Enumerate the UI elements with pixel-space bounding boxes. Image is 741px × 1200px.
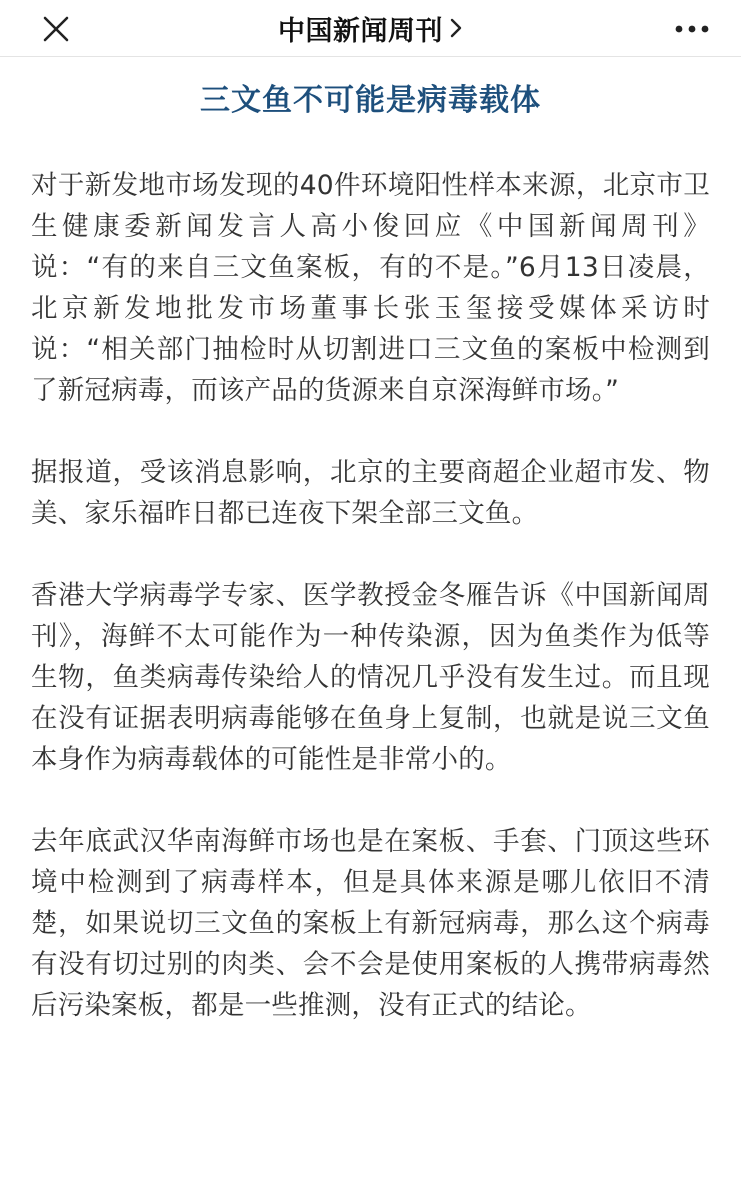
account-name: 中国新闻周刊	[278, 15, 443, 47]
close-icon	[42, 15, 70, 43]
article-paragraph: 对于新发地市场发现的40件环境阳性样本来源，北京市卫生健康委新闻发言人高小俊回应《中国新闻周刊》说：“有的来自三文鱼案板，有的不是。”6月13日凌晨，北京新发地批发市场董事长张玉玺接受媒体采访时说：“相关部门抽检时从切割进口三文鱼的案板中检测到了新冠病毒，而该产品的货源来自京深海鲜市场。”	[31, 170, 710, 406]
top-nav-bar	[0, 0, 741, 57]
article-headline: 三文鱼不可能是病毒载体	[200, 83, 541, 118]
article-body	[0, 81, 741, 1026]
close-button[interactable]	[36, 9, 76, 49]
more-horizontal-icon	[675, 25, 709, 33]
article-paragraph: 香港大学病毒学专家、医学教授金冬雁告诉《中国新闻周刊》，海鲜不太可能作为一种传染源，因为鱼类作为低等生物，鱼类病毒传染给人的情况几乎没有发生过。而且现在没有证据表明病毒能够在鱼身上复制，也就是说三文鱼本身作为病毒载体的可能性是非常小的。	[31, 580, 710, 775]
chevron-right-icon	[449, 17, 463, 39]
more-options-button[interactable]	[667, 9, 717, 49]
article-paragraph: 据报道，受该消息影响，北京的主要商超企业超市发、物美、家乐福昨日都已连夜下架全部三文鱼。	[31, 457, 710, 529]
article-paragraph: 去年底武汉华南海鲜市场也是在案板、手套、门顶这些环境中检测到了病毒样本，但是具体来源是哪儿依旧不清楚，如果说切三文鱼的案板上有新冠病毒，那么这个病毒有没有切过别的肉类、会不会是使用案板的人携带病毒然后污染案板，都是一些推测，没有正式的结论。	[31, 826, 710, 1021]
account-name-link[interactable]	[278, 9, 463, 48]
